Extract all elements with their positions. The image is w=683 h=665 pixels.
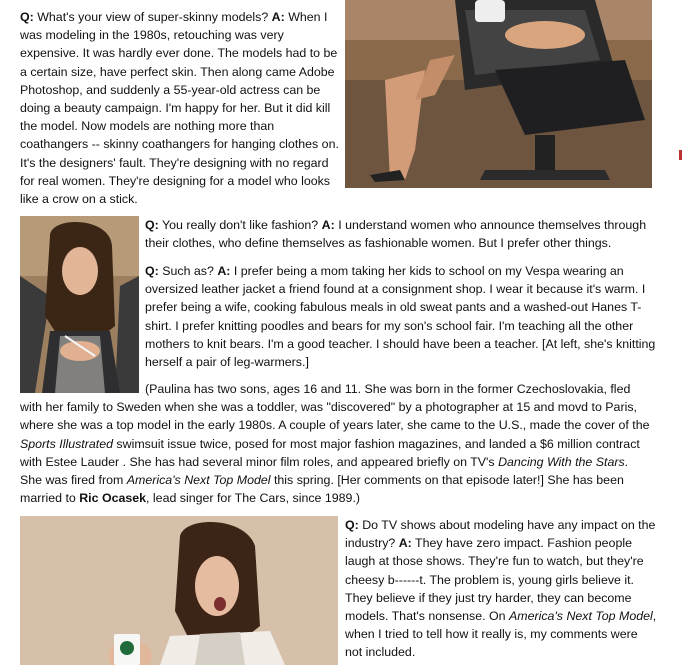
photo-woman-with-cup [20,516,338,665]
bio-text-1: (Paulina has two sons, ages 16 and 11. She was born in the former Czechoslovakia, fled with her family to Sweden when she was a toddler, was "discovered" by a photographer at 15 and movd to Paris, where she was a top model in the early 1980s. A couple of years later, she came to the U.S., made the cover of the [20,382,650,433]
answer-tag: A: [321,218,335,232]
qa-paragraph-3 [145,262,657,371]
answer-text-1: They have zero impact. Fashion people laugh at those shows. They're fun to watch, but they're cheesy b------t. The problem is, young girls believe it. They believe if they just try harder, they can become models. That's nonsense. On [345,536,644,624]
photo-seated-legs [345,0,652,188]
question-tag: Q: [145,264,159,278]
question-text: Such as? [162,264,214,278]
bio-paragraph [20,380,652,507]
question-text: You really don't like fashion? [161,218,319,232]
qa-paragraph-1 [20,8,340,208]
qa-paragraph-2 [145,216,657,252]
bio-text-2: swimsuit issue twice, posed for most major fashion magazines, and landed a $6 million contract with Estee Lauder . She has had several minor film roles, and appeared briefly on TV's [20,436,640,469]
question-text: What's your view of super-skinny models? [37,10,269,24]
tv-show-title: America's Next Top Model [509,609,653,624]
tv-show-title: Dancing With the Stars [498,454,625,469]
husband-name: Ric Ocasek [79,491,147,506]
answer-text: I prefer being a mom taking her kids to school on my Vespa wearing an oversized leather jacket a friend found at a consignment shop. I wear it because it's warm. I prefer being a wife, cooking fabulous meals in old sweat pants and a washed-out Hanes T-shirt. I prefer knitting poodles and bears for my son's school fair. I'm teaching all the other mothers to knit bears. I'm a good teacher. I should have been a teacher. [At left, she's knitting herself a pair of leg-warmers.] [145,264,656,370]
bio-text-5: , lead singer for The Cars, since 1989.) [146,491,361,506]
bio-text-3: . She was fired from [20,454,629,488]
answer-tag: A: [398,536,412,551]
answer-text-2: , when I tried to tell how it really is, my comments were not included. [345,609,657,660]
bio-text-4: this spring. [Her comments on that episode later!] She has been married to [20,473,624,506]
question-tag: Q: [145,218,159,232]
answer-text: I understand women who announce themselves through their clothes, who define themselves as fashionable women. But I prefer other things. [145,218,647,251]
qa-paragraph-4 [345,516,657,662]
tv-show-title: America's Next Top Model [126,473,271,488]
answer-text: When I was modeling in the 1980s, retouching was very expensive. It was hardly ever done. The models had to be a certain size, have perfect skin. Then along came Adobe Photoshop, and suddenly a 55-year-old actress can be doing a beauty campaign. I'm happy for her. But it did kill the model. Now models are nothing more than coathangers -- skinny coathangers for hanging clothes on. It's the designers' fault. They're designing with no regard for real women. They're designing for a model who looks like a crow on a stick. [20,10,339,207]
question-tag: Q: [20,10,34,24]
answer-tag: A: [217,264,231,278]
question-text: Do TV shows about modeling have any impact on the industry? [345,518,656,551]
question-tag: Q: [345,518,359,532]
photo-knitting [20,216,139,393]
edge-marker [679,150,682,160]
magazine-title: Sports Illustrated [20,436,113,451]
answer-tag: A: [271,10,285,24]
